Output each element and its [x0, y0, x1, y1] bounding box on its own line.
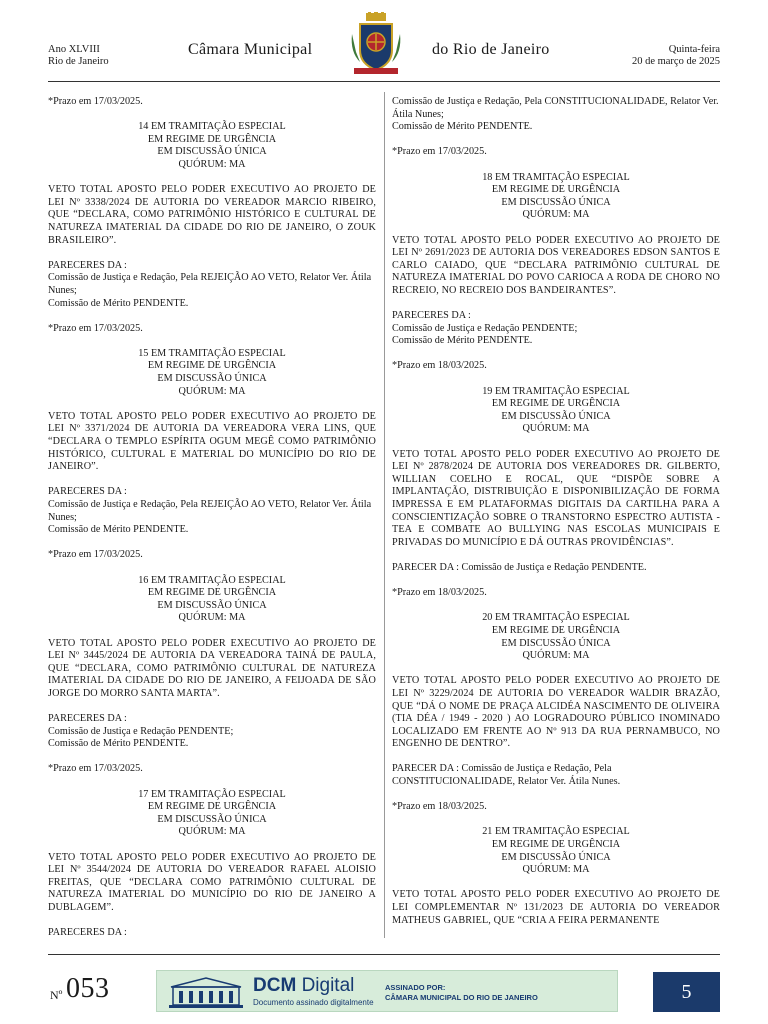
- text-paragraph: PARECER DA : Comissão de Justiça e Redação, Pela CONSTITUCIONALIDADE, Relator Ver. Átila Nunes.: [392, 763, 621, 788]
- veto-paragraph: VETO TOTAL APOSTO PELO PODER EXECUTIVO AO PROJETO DE LEI Nº 3371/2024 DE AUTORIA DA VEREADORA VERA LINS, QUE “DECLARA O TEMPLO ESPÍRITA OGUM MEGÊ COMO PATRIMÔNIO HISTÓRICO, CULTURAL E MATERIAL DO MUNICÍPIO DO RIO DE JANEIRO”.: [48, 410, 376, 473]
- item-heading: [392, 826, 720, 876]
- right-column: [392, 96, 720, 940]
- text-line: 20 EM TRAMITAÇÃO ESPECIAL: [482, 612, 630, 624]
- text-line: EM REGIME DE URGÊNCIA: [491, 398, 621, 410]
- opinions-block: [392, 310, 720, 348]
- item-heading: [48, 575, 376, 625]
- text-line: EM DISCUSSÃO ÚNICA: [501, 851, 611, 863]
- text-line: QUÓRUM: MA: [522, 650, 590, 662]
- text-line: Comissão de Mérito PENDENTE.: [392, 121, 533, 133]
- text-line: PARECERES DA :: [48, 259, 127, 271]
- masthead-title-right: do Rio de Janeiro: [432, 41, 550, 58]
- opinions-block: [48, 260, 376, 310]
- issue-number: 053: [66, 973, 110, 1004]
- item-heading: [392, 612, 720, 662]
- page-number: 5: [653, 972, 720, 1012]
- building-icon: [167, 975, 245, 1009]
- text-paragraph: PARECERES DA :: [48, 927, 127, 939]
- text-line: PARECERES DA :: [48, 713, 127, 725]
- item-heading: [48, 348, 376, 398]
- text-line: EM DISCUSSÃO ÚNICA: [501, 410, 611, 422]
- text-line: QUÓRUM: MA: [178, 158, 246, 170]
- issue-number-prefix: Nº: [50, 988, 63, 1002]
- text-line: EM DISCUSSÃO ÚNICA: [157, 373, 267, 385]
- text-paragraph: *Prazo em 18/03/2025.: [392, 360, 487, 372]
- opinions-block: [48, 486, 376, 536]
- veto-paragraph: VETO TOTAL APOSTO PELO PODER EXECUTIVO AO PROJETO DE LEI Nº 3338/2024 DE AUTORIA DO VEREADOR MARCIO RIBEIRO, QUE “DECLARA, COMO PATRIMÔNIO HISTÓRICO E CULTURAL DE NATUREZA IMATERIAL DA CIDADE DO RIO DE JANEIRO, O ZOUK BRASILEIRO”.: [48, 184, 376, 246]
- text-line: QUÓRUM: MA: [178, 826, 246, 838]
- masthead-title-left: Câmara Municipal: [188, 41, 313, 58]
- text-line: Comissão de Mérito PENDENTE.: [48, 738, 189, 750]
- opinions-block: [48, 713, 376, 751]
- dcm-logo-main: DCM: [253, 975, 297, 996]
- left-column: [48, 96, 376, 952]
- text-line: EM REGIME DE URGÊNCIA: [147, 360, 277, 372]
- text-paragraph: *Prazo em 17/03/2025.: [48, 549, 143, 561]
- text-line: PARECERES DA :: [392, 310, 471, 322]
- opinions-block: [392, 96, 720, 134]
- text-line: EM REGIME DE URGÊNCIA: [147, 801, 277, 813]
- text-line: 21 EM TRAMITAÇÃO ESPECIAL: [482, 826, 630, 838]
- header-divider: [48, 81, 720, 82]
- header-left: [48, 44, 109, 68]
- text-line: Comissão de Mérito PENDENTE.: [48, 524, 189, 536]
- item-heading: [392, 386, 720, 436]
- text-line: Comissão de Justiça e Redação, Pela REJEIÇÃO AO VETO, Relator Ver. Átila Nunes;: [48, 272, 372, 296]
- text-line: 18 EM TRAMITAÇÃO ESPECIAL: [482, 171, 630, 183]
- item-heading: [48, 121, 376, 171]
- veto-paragraph: VETO TOTAL APOSTO PELO PODER EXECUTIVO AO PROJETO DE LEI Nº 3229/2024 DE AUTORIA DO VEREADOR WALDIR BRAZÃO, QUE “DÁ O NOME DE PRAÇA ALCIDÉA NASCIMENTO DE OLIVEIRA (TIA DÉA / 1949 - 2020 ) AO LOGRADOURO PÚBLICO INOMINADO LOCALIZADO EM FRENTE AO Nº 913 DA RUA PERNAMBUCO, NO ENGENHO DE DENTRO”.: [392, 675, 720, 750]
- text-paragraph: PARECER DA : Comissão de Justiça e Redação PENDENTE.: [392, 561, 647, 573]
- dcm-digital-logo: [253, 975, 354, 997]
- text-line: 14 EM TRAMITAÇÃO ESPECIAL: [138, 121, 286, 133]
- text-line: EM REGIME DE URGÊNCIA: [147, 587, 277, 599]
- text-line: EM REGIME DE URGÊNCIA: [147, 133, 277, 145]
- text-line: PARECERES DA :: [48, 486, 127, 498]
- text-line: QUÓRUM: MA: [522, 864, 590, 876]
- text-line: QUÓRUM: MA: [178, 385, 246, 397]
- text-line: Comissão de Mérito PENDENTE.: [392, 335, 533, 347]
- veto-paragraph: VETO TOTAL APOSTO PELO PODER EXECUTIVO AO PROJETO DE LEI COMPLEMENTAR Nº 131/2023 DE AUTORIA DO VEREADOR MATHEUS GABRIEL, QUE “CRIA A FEIRA PERMANENTE: [392, 889, 720, 926]
- text-line: Comissão de Justiça e Redação, Pela CONSTITUCIONALIDADE, Relator Ver. Átila Nunes;: [392, 96, 719, 120]
- item-heading: [48, 789, 376, 839]
- text-line: EM REGIME DE URGÊNCIA: [491, 624, 621, 636]
- column-divider: [384, 92, 385, 938]
- text-paragraph: *Prazo em 17/03/2025.: [392, 146, 487, 158]
- text-paragraph: *Prazo em 18/03/2025.: [392, 801, 487, 813]
- text-line: QUÓRUM: MA: [522, 423, 590, 435]
- text-line: EM DISCUSSÃO ÚNICA: [157, 599, 267, 611]
- text-paragraph: *Prazo em 18/03/2025.: [392, 587, 487, 599]
- text-line: EM DISCUSSÃO ÚNICA: [501, 196, 611, 208]
- text-paragraph: *Prazo em 17/03/2025.: [48, 763, 143, 775]
- text-line: Comissão de Justiça e Redação PENDENTE;: [392, 322, 578, 334]
- text-line: Comissão de Mérito PENDENTE.: [48, 297, 189, 309]
- text-line: EM DISCUSSÃO ÚNICA: [501, 637, 611, 649]
- text-line: Comissão de Justiça e Redação, Pela REJEIÇÃO AO VETO, Relator Ver. Átila Nunes;: [48, 499, 372, 523]
- signed-label: ASSINADO POR:: [385, 983, 446, 992]
- signed-by: CÂMARA MUNICIPAL DO RIO DE JANEIRO: [385, 993, 538, 1002]
- header-right: [632, 44, 720, 68]
- text-line: EM DISCUSSÃO ÚNICA: [157, 813, 267, 825]
- text-line: EM REGIME DE URGÊNCIA: [491, 184, 621, 196]
- veto-paragraph: VETO TOTAL APOSTO PELO PODER EXECUTIVO AO PROJETO DE LEI Nº 2691/2023 DE AUTORIA DOS VEREADORES EDSON SANTOS E CARLO CAIADO, QUE “DECLARA PATRIMÔNIO CULTURAL DE NATUREZA IMATERIAL DO POVO CARIOCA A RODA DE CHORO NO RECREIO, NO RECREIO DOS BANDEIRANTES”.: [392, 234, 720, 296]
- digital-signature-banner: [156, 970, 618, 1012]
- text-paragraph: *Prazo em 17/03/2025.: [48, 322, 143, 334]
- text-line: 19 EM TRAMITAÇÃO ESPECIAL: [482, 385, 630, 397]
- veto-paragraph: VETO TOTAL APOSTO PELO PODER EXECUTIVO AO PROJETO DE LEI Nº 2878/2024 DE AUTORIA DOS VEREADORES DR. GILBERTO, WILLIAN COELHO E ROCAL, QUE “DISPÕE SOBRE A IMPLANTAÇÃO, DISTRIBUIÇÃO E DISPONIBILIZAÇÃO DE FORMA IMPRESSA E EM PLATAFORMAS DIGITAIS DA CARTILHA PARA A CONSCIENTIZAÇÃO SOBRE O TRANSTORNO ESPECTRO AUTISTA - TEA E COMBATE AO BULLYING NAS ESCOLAS MUNICIPAIS E PRIVADAS DO MUNICÍPIO E DÁ OUTRAS PROVIDÊNCIAS”.: [392, 448, 720, 548]
- dcm-subtitle: Documento assinado digitalmente: [253, 998, 374, 1007]
- text-line: 17 EM TRAMITAÇÃO ESPECIAL: [138, 788, 286, 800]
- veto-paragraph: VETO TOTAL APOSTO PELO PODER EXECUTIVO AO PROJETO DE LEI Nº 3445/2024 DE AUTORIA DA VEREADORA TAINÁ DE PAULA, QUE “DECLARA, COMO PATRIMÔNIO CULTURAL DE NATUREZA IMATERIAL DA CIDADE DO RIO DE JANEIRO, A FEIJOADA DE SÃO JORGE DO MORRO SANTA MARTA”.: [48, 637, 376, 699]
- text-line: 15 EM TRAMITAÇÃO ESPECIAL: [138, 347, 286, 359]
- page-header: [48, 12, 720, 84]
- text-line: EM REGIME DE URGÊNCIA: [491, 839, 621, 851]
- footer-divider: [48, 954, 720, 955]
- text-line: 16 EM TRAMITAÇÃO ESPECIAL: [138, 574, 286, 586]
- text-line: Comissão de Justiça e Redação PENDENTE;: [48, 725, 234, 737]
- issue-weekday: Quinta-feira: [668, 44, 720, 55]
- veto-paragraph: VETO TOTAL APOSTO PELO PODER EXECUTIVO AO PROJETO DE LEI Nº 3544/2024 DE AUTORIA DO VEREADOR RAFAEL ALOISIO FREITAS, QUE “DECLARA COMO PATRIMÔNIO CULTURAL DE NATUREZA IMATERIAL DO MUNICÍPIO DO RIO DE JANEIRO A DUBLAGEM”.: [48, 851, 376, 913]
- edition-city: Rio de Janeiro: [48, 56, 109, 67]
- text-line: QUÓRUM: MA: [178, 612, 246, 624]
- coat-of-arms-icon: [348, 12, 404, 76]
- text-line: QUÓRUM: MA: [522, 209, 590, 221]
- item-heading: [392, 172, 720, 222]
- edition-year: Ano XLVIII: [48, 44, 100, 55]
- dcm-logo-suffix: Digital: [301, 975, 355, 996]
- issue-date: 20 de março de 2025: [631, 56, 720, 67]
- text-paragraph: *Prazo em 17/03/2025.: [48, 96, 143, 107]
- text-line: EM DISCUSSÃO ÚNICA: [157, 146, 267, 158]
- signature-block: [385, 983, 538, 1003]
